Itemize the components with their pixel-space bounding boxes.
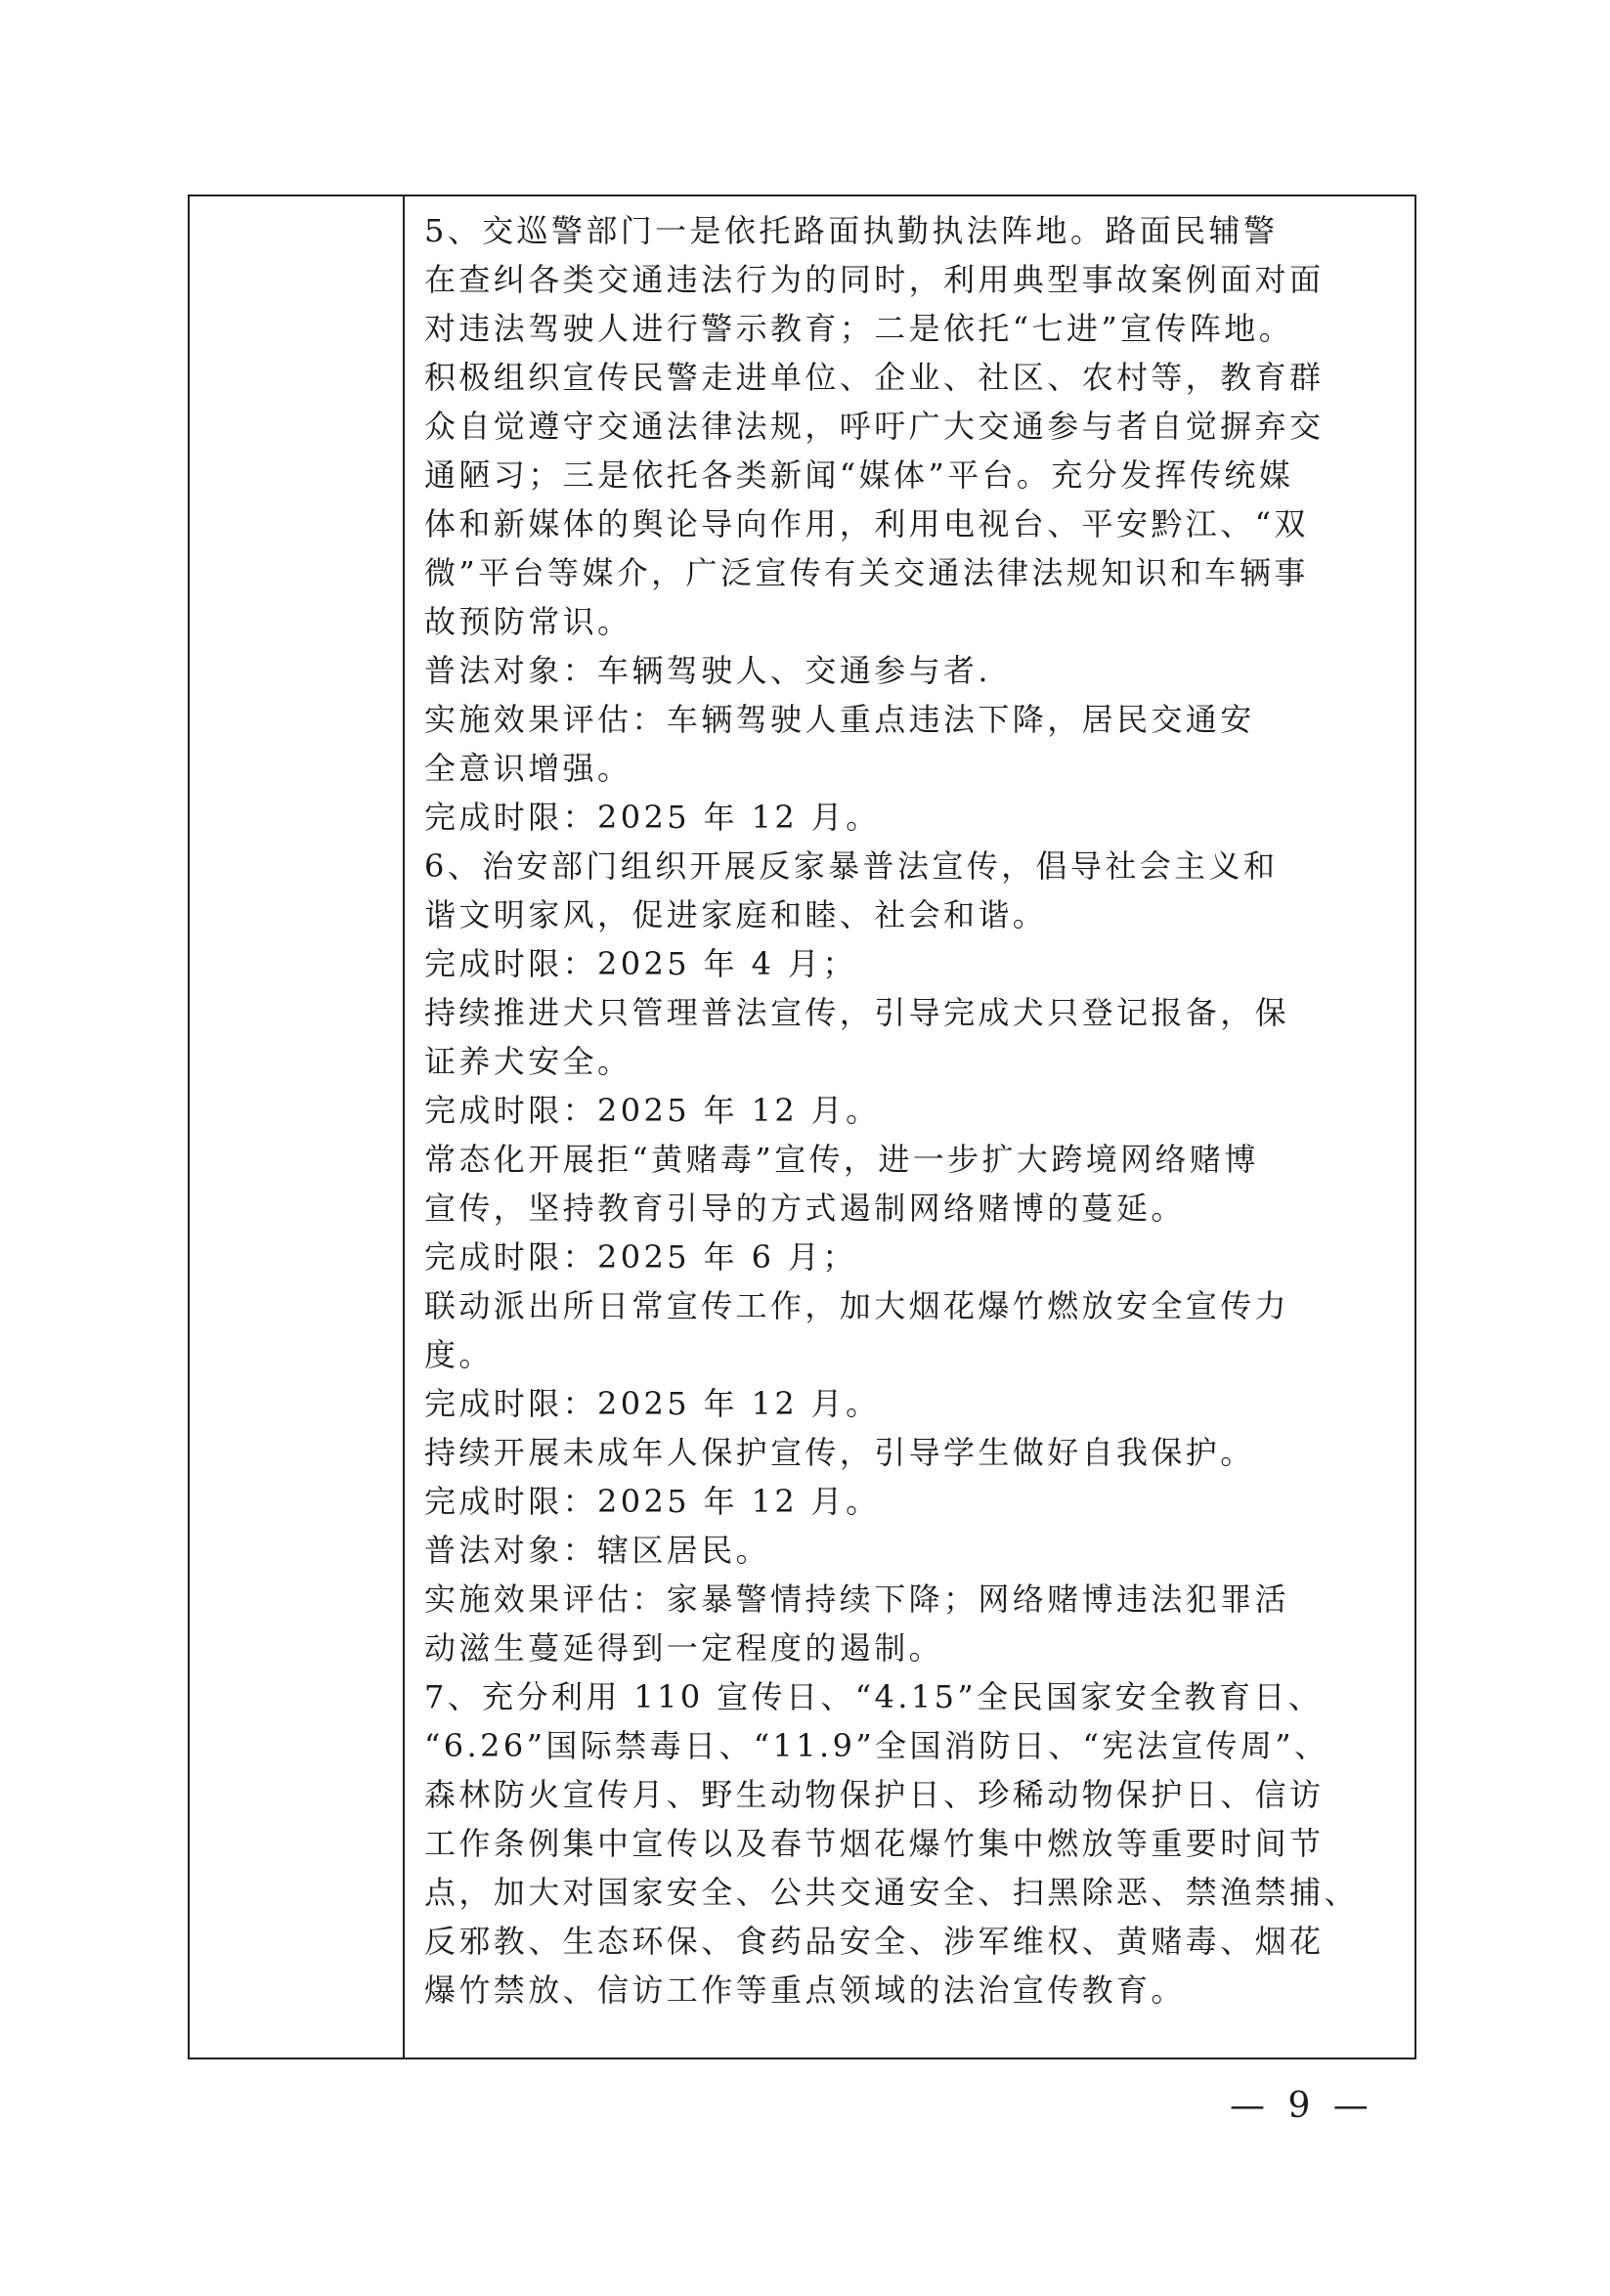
text-line: 完成时限：2025 年 12 月。	[424, 1385, 881, 1422]
table-right-column	[405, 196, 1414, 2058]
text-line: 完成时限：2025 年 12 月。	[424, 1092, 881, 1129]
text-line: 持续开展未成年人保护宣传，引导学生做好自我保护。	[424, 1434, 1255, 1471]
text-line: 故预防常识。	[424, 603, 632, 640]
text-line: 完成时限：2025 年 12 月。	[424, 1483, 881, 1520]
text-line: 体和新媒体的舆论导向作用，利用电视台、平安黔江、“双	[424, 505, 1309, 542]
text-line: 在查纠各类交通违法行为的同时，利用典型事故案例面对面	[424, 261, 1325, 298]
text-line: 反邪教、生态环保、食药品安全、涉军维权、黄赌毒、烟花	[424, 1923, 1325, 1960]
text-line: 持续推进犬只管理普法宣传，引导完成犬只登记报备，保	[424, 994, 1290, 1031]
text-line: 宣传，坚持教育引导的方式遏制网络赌博的蔓延。	[424, 1190, 1186, 1227]
text-line: 度。	[424, 1336, 494, 1373]
content-table	[188, 195, 1416, 2059]
text-line: 谐文明家风，促进家庭和睦、社会和谐。	[424, 896, 1048, 933]
text-line: 常态化开展拒“黄赌毒”宣传，进一步扩大跨境网络赌博	[424, 1141, 1259, 1178]
text-line: 对违法驾驶人进行警示教育；二是依托“七进”宣传阵地。	[424, 310, 1294, 347]
text-line: 动滋生蔓延得到一定程度的遏制。	[424, 1629, 944, 1667]
text-line: 联动派出所日常宣传工作，加大烟花爆竹燃放安全宣传力	[424, 1287, 1290, 1324]
text-line: 森林防火宣传月、野生动物保护日、珍稀动物保护日、信访	[424, 1776, 1325, 1813]
text-line: 点，加大对国家安全、公共交通安全、扫黑除恶、禁渔禁捕、	[424, 1874, 1359, 1911]
text-line: 工作条例集中宣传以及春节烟花爆竹集中燃放等重要时间节	[424, 1825, 1325, 1862]
text-line: 实施效果评估：车辆驾驶人重点违法下降，居民交通安	[424, 701, 1255, 738]
text-line: 完成时限：2025 年 12 月。	[424, 799, 881, 836]
text-line: 完成时限：2025 年 4 月；	[424, 945, 857, 982]
text-line: 爆竹禁放、信访工作等重点领域的法治宣传教育。	[424, 1971, 1186, 2009]
text-line: 完成时限：2025 年 6 月；	[424, 1238, 857, 1276]
text-line: 普法对象：车辆驾驶人、交通参与者.	[424, 652, 991, 689]
text-line: “6.26”国际禁毒日、“11.9”全国消防日、“宪法宣传周”、	[424, 1727, 1329, 1764]
text-line: 普法对象：辖区居民。	[424, 1532, 771, 1569]
text-line: 6、治安部门组织开展反家暴普法宣传，倡导社会主义和	[424, 847, 1279, 885]
text-line: 通陋习；三是依托各类新闻“媒体”平台。充分发挥传统媒	[424, 456, 1294, 494]
text-line: 积极组织宣传民警走进单位、企业、社区、农村等，教育群	[424, 359, 1325, 396]
text-line: 证养犬安全。	[424, 1043, 632, 1080]
page-number: — 9 —	[1230, 2086, 1374, 2126]
text-line: 7、充分利用 110 宣传日、“4.15”全民国家安全教育日、	[424, 1678, 1324, 1715]
text-line: 5、交巡警部门一是依托路面执勤执法阵地。路面民辅警	[424, 212, 1279, 249]
text-line: 全意识增强。	[424, 750, 632, 787]
text-line: 实施效果评估：家暴警情持续下降；网络赌博违法犯罪活	[424, 1581, 1290, 1618]
table-left-column	[190, 196, 405, 2058]
text-line: 众自觉遵守交通法律法规，呼吁广大交通参与者自觉摒弃交	[424, 408, 1325, 445]
text-line: 微”平台等媒介，广泛宣传有关交通法律法规知识和车辆事	[424, 554, 1309, 591]
